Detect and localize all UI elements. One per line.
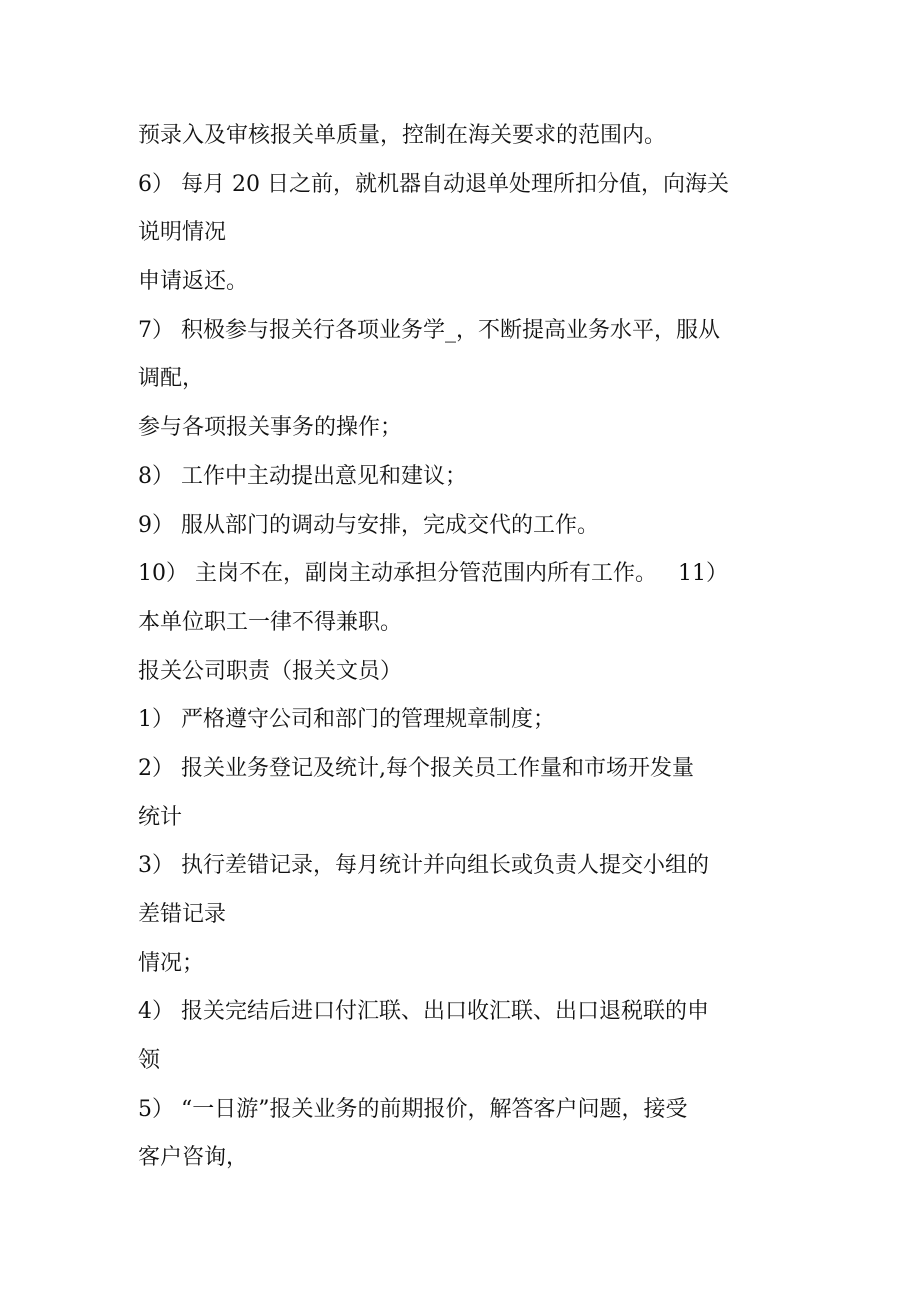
text-line: 1） 严格遵守公司和部门的管理规章制度； bbox=[138, 707, 555, 733]
text-line: 8） 工作中主动提出意见和建议； bbox=[138, 463, 467, 489]
text-line: 客户咨询， bbox=[138, 1145, 249, 1171]
section-heading: 报关公司职责（报关文员） bbox=[138, 658, 403, 684]
text-line: 2） 报关业务登记及统计,每个报关员工作量和市场开发量 bbox=[138, 755, 694, 781]
text-line: 预录入及审核报关单质量，控制在海关要求的范围内。 bbox=[138, 123, 667, 148]
text-line: 申请返还。 bbox=[138, 269, 249, 295]
text-line: 5） “一日游”报关业务的前期报价，解答客户问题，接受 bbox=[138, 1096, 688, 1122]
text-line: 本单位职工一律不得兼职。 bbox=[138, 609, 403, 635]
text-line: 领 bbox=[138, 1048, 161, 1074]
text-line: 6） 每月 20 日之前，就机器自动退单处理所扣分值，向海关 bbox=[138, 171, 729, 197]
text-line: 3） 执行差错记录，每月统计并向组长或负责人提交小组的 bbox=[138, 853, 709, 879]
text-line: 4） 报关完结后进口付汇联、出口收汇联、出口退税联的申 bbox=[138, 999, 709, 1025]
text-line: 调配， bbox=[138, 366, 205, 392]
text-line: 统计 bbox=[138, 804, 183, 830]
text-line: 差错记录 bbox=[138, 902, 227, 927]
text-line: 说明情况 bbox=[138, 220, 227, 246]
text-line: 10） 主岗不在，副岗主动承担分管范围内所有工作。 11） bbox=[138, 561, 728, 587]
text-line: 7） 积极参与报关行各项业务学_，不断提高业务水平，服从 bbox=[138, 317, 720, 343]
document-body bbox=[138, 112, 788, 1183]
text-line: 9） 服从部门的调动与安排，完成交代的工作。 bbox=[138, 512, 599, 538]
text-line: 情况； bbox=[138, 950, 205, 976]
text-line: 参与各项报关事务的操作； bbox=[138, 415, 403, 441]
